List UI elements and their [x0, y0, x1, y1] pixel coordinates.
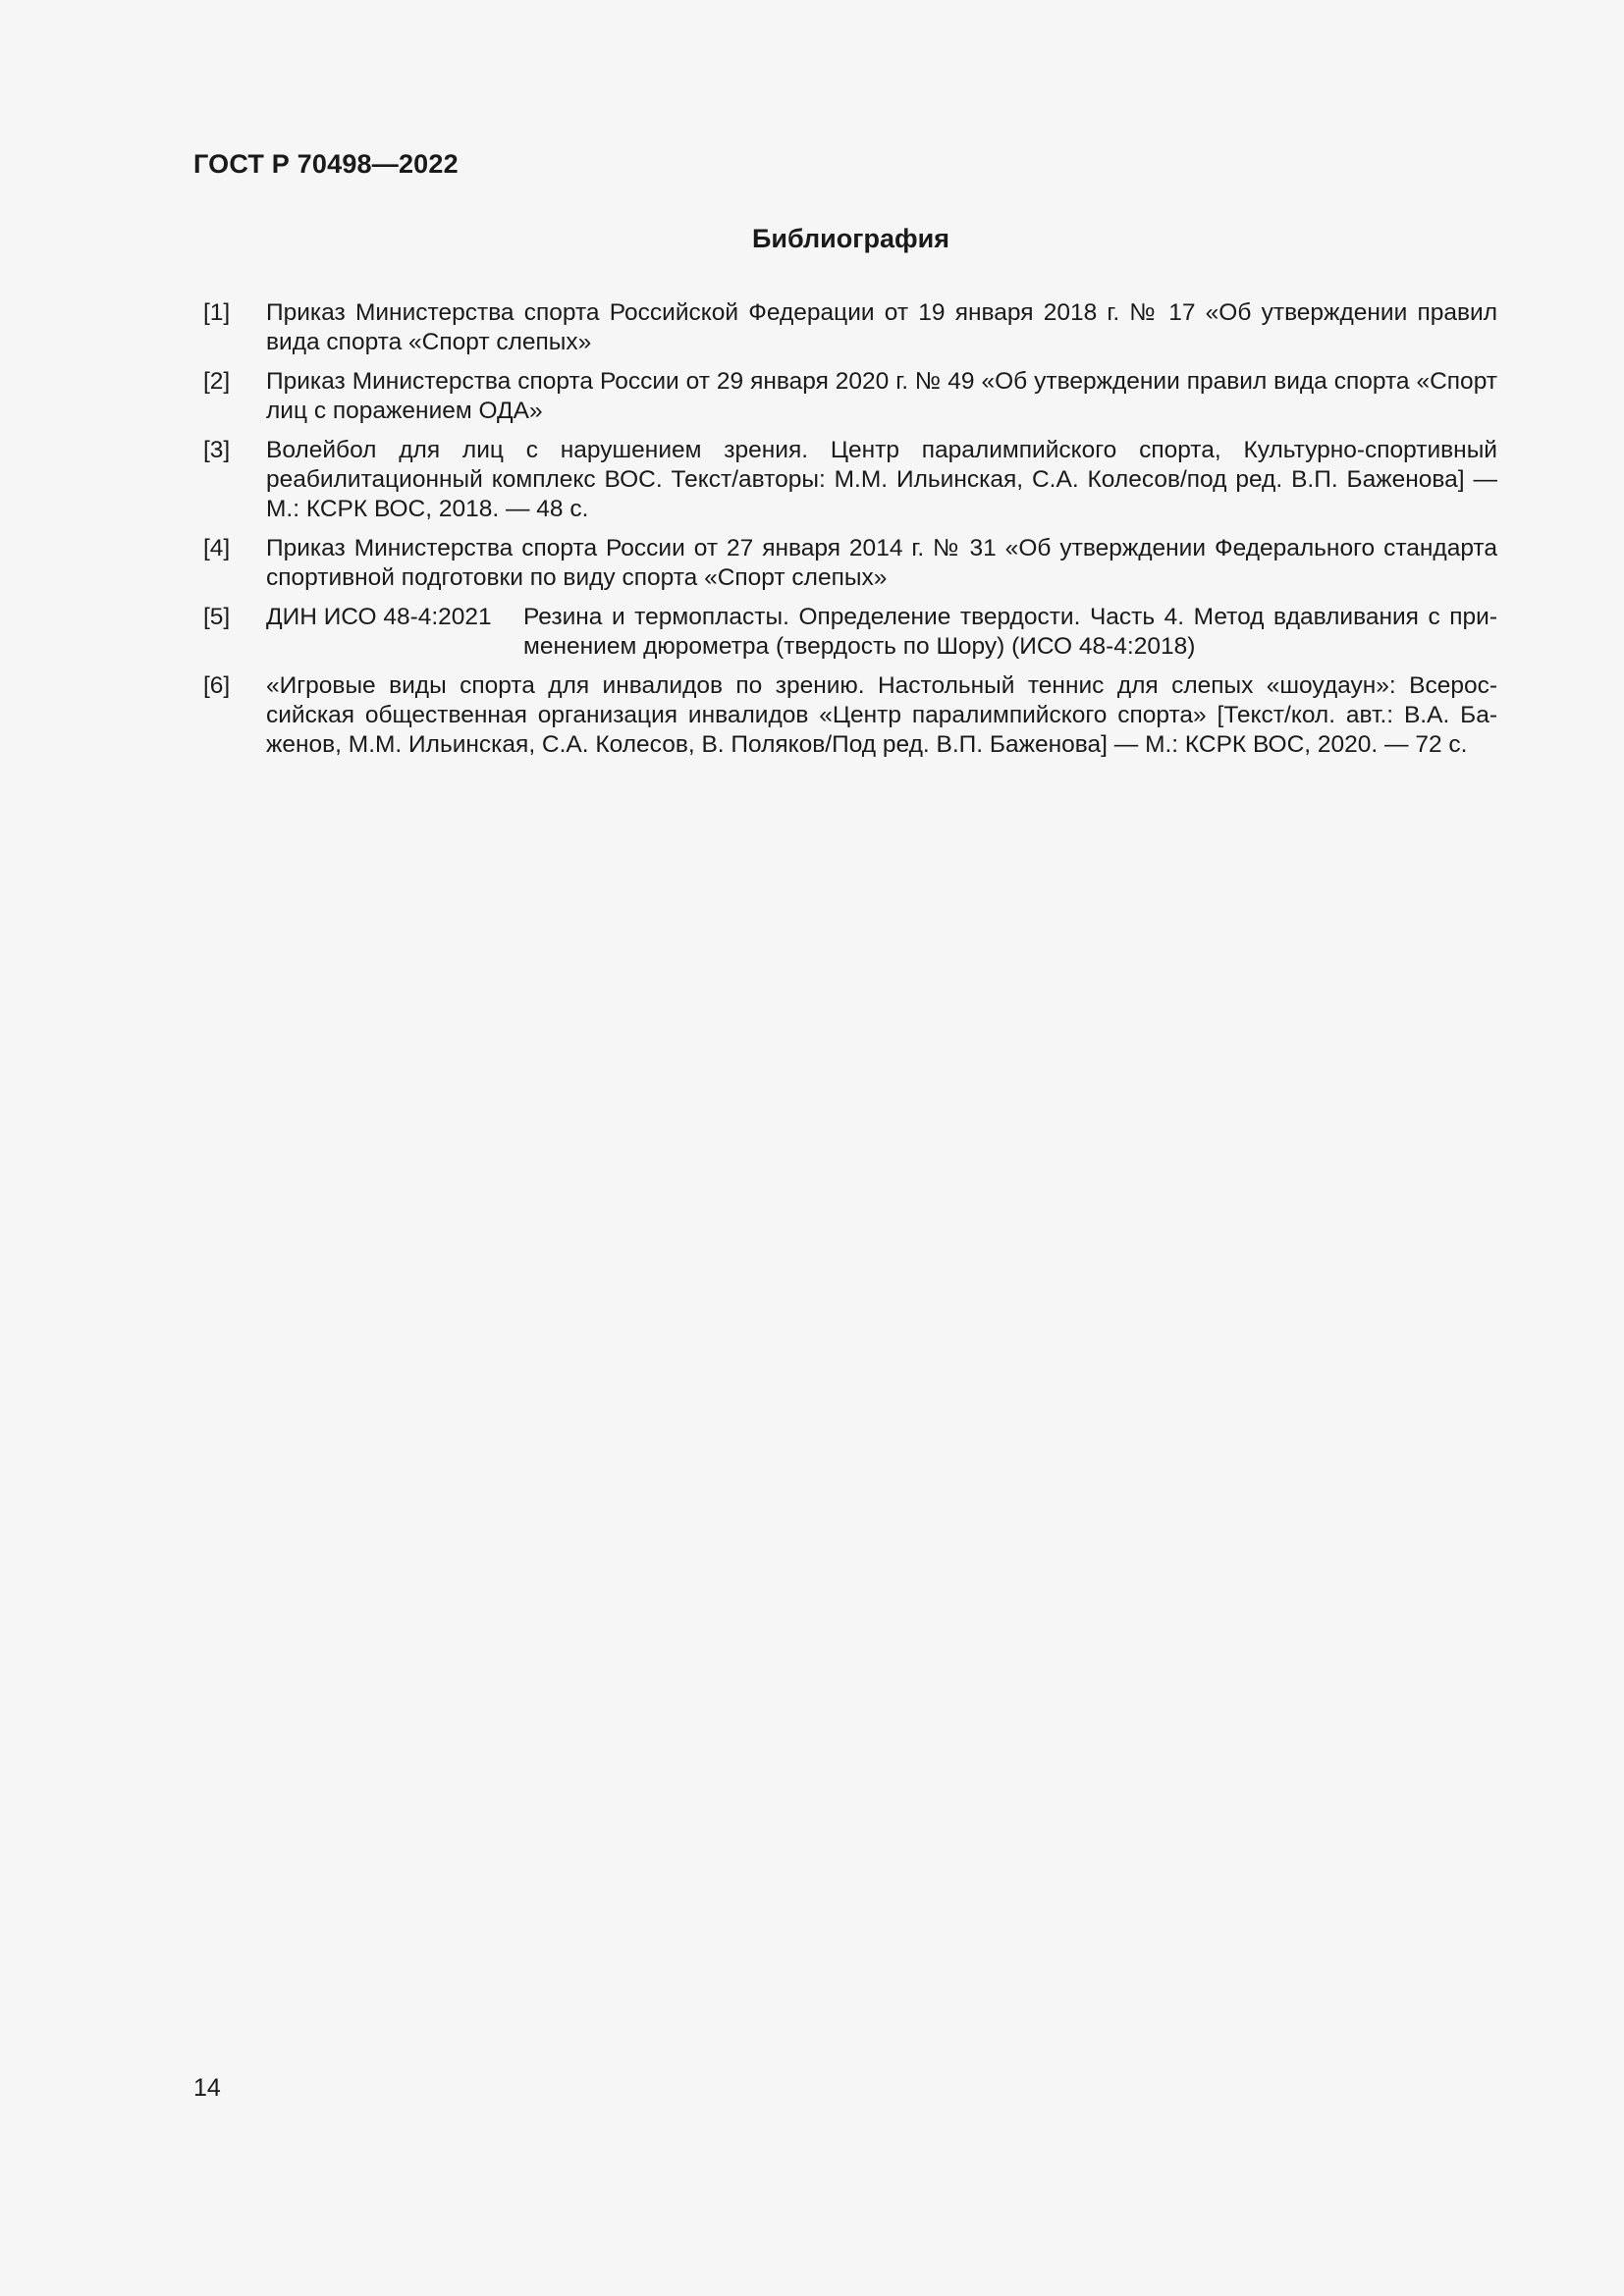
entry-number: [2] [203, 368, 231, 395]
bibliography-list [203, 298, 1497, 770]
entry-text: Резина и термопласты. Определение твердости. Часть 4. Метод вдавливания с применением дюрометра (твердость по Шору) (ИСО 48-4:2018) [523, 604, 1497, 660]
entry-standard-code: ДИН ИСО 48-4:2021 [266, 604, 492, 630]
entry-number: [1] [203, 299, 231, 326]
entry-text: Приказ Министерства спорта России от 27 января 2014 г. № 31 «Об утверждении Федерального стандарта спортивной подготовки по виду спорта «Спорт слепых» [266, 535, 1497, 591]
entry-text: «Игровые виды спорта для инвалидов по зрению. Настольный теннис для слепых «шоудаун»: Всероссийская общественная организация инвалидов «Центр паралимпийского спорта» [Текст/кол. авт.: В.А. Баженов, М.М. Ильинская, С.А. Колесов, В. Поляков/Под ред. В.П. Баженова] — М.: КСРК ВОС, 2020. — 72 с. [266, 672, 1497, 758]
bibliography-entry-6 [203, 671, 1497, 760]
entry-number: [4] [203, 535, 231, 561]
section-title: Библиография [752, 224, 949, 253]
bibliography-entry-3 [203, 436, 1497, 524]
document-code-header: ГОСТ Р 70498—2022 [193, 149, 459, 179]
bibliography-entry-2 [203, 367, 1497, 426]
bibliography-entry-4 [203, 534, 1497, 593]
entry-number: [3] [203, 437, 231, 463]
bibliography-entry-1 [203, 298, 1497, 357]
page-number: 14 [193, 2074, 221, 2102]
entry-text: Приказ Министерства спорта Российской Федерации от 19 января 2018 г. № 17 «Об утверждении правил вида спорта «Спорт слепых» [266, 299, 1497, 355]
entry-number: [5] [203, 604, 231, 630]
entry-number: [6] [203, 672, 231, 699]
entry-text: Приказ Министерства спорта России от 29 января 2020 г. № 49 «Об утверждении правил вида спорта «Спорт лиц с поражением ОДА» [266, 368, 1497, 424]
entry-text: Волейбол для лиц с нарушением зрения. Центр паралимпийского спорта, Культурно-спортивный реабилитационный комплекс ВОС. Текст/авторы: М.М. Ильинская, С.А. Колесов/под ред. В.П. Баженова] — М.: КСРК ВОС, 2018. — 48 с. [266, 437, 1497, 522]
bibliography-entry-5 [203, 603, 1497, 662]
